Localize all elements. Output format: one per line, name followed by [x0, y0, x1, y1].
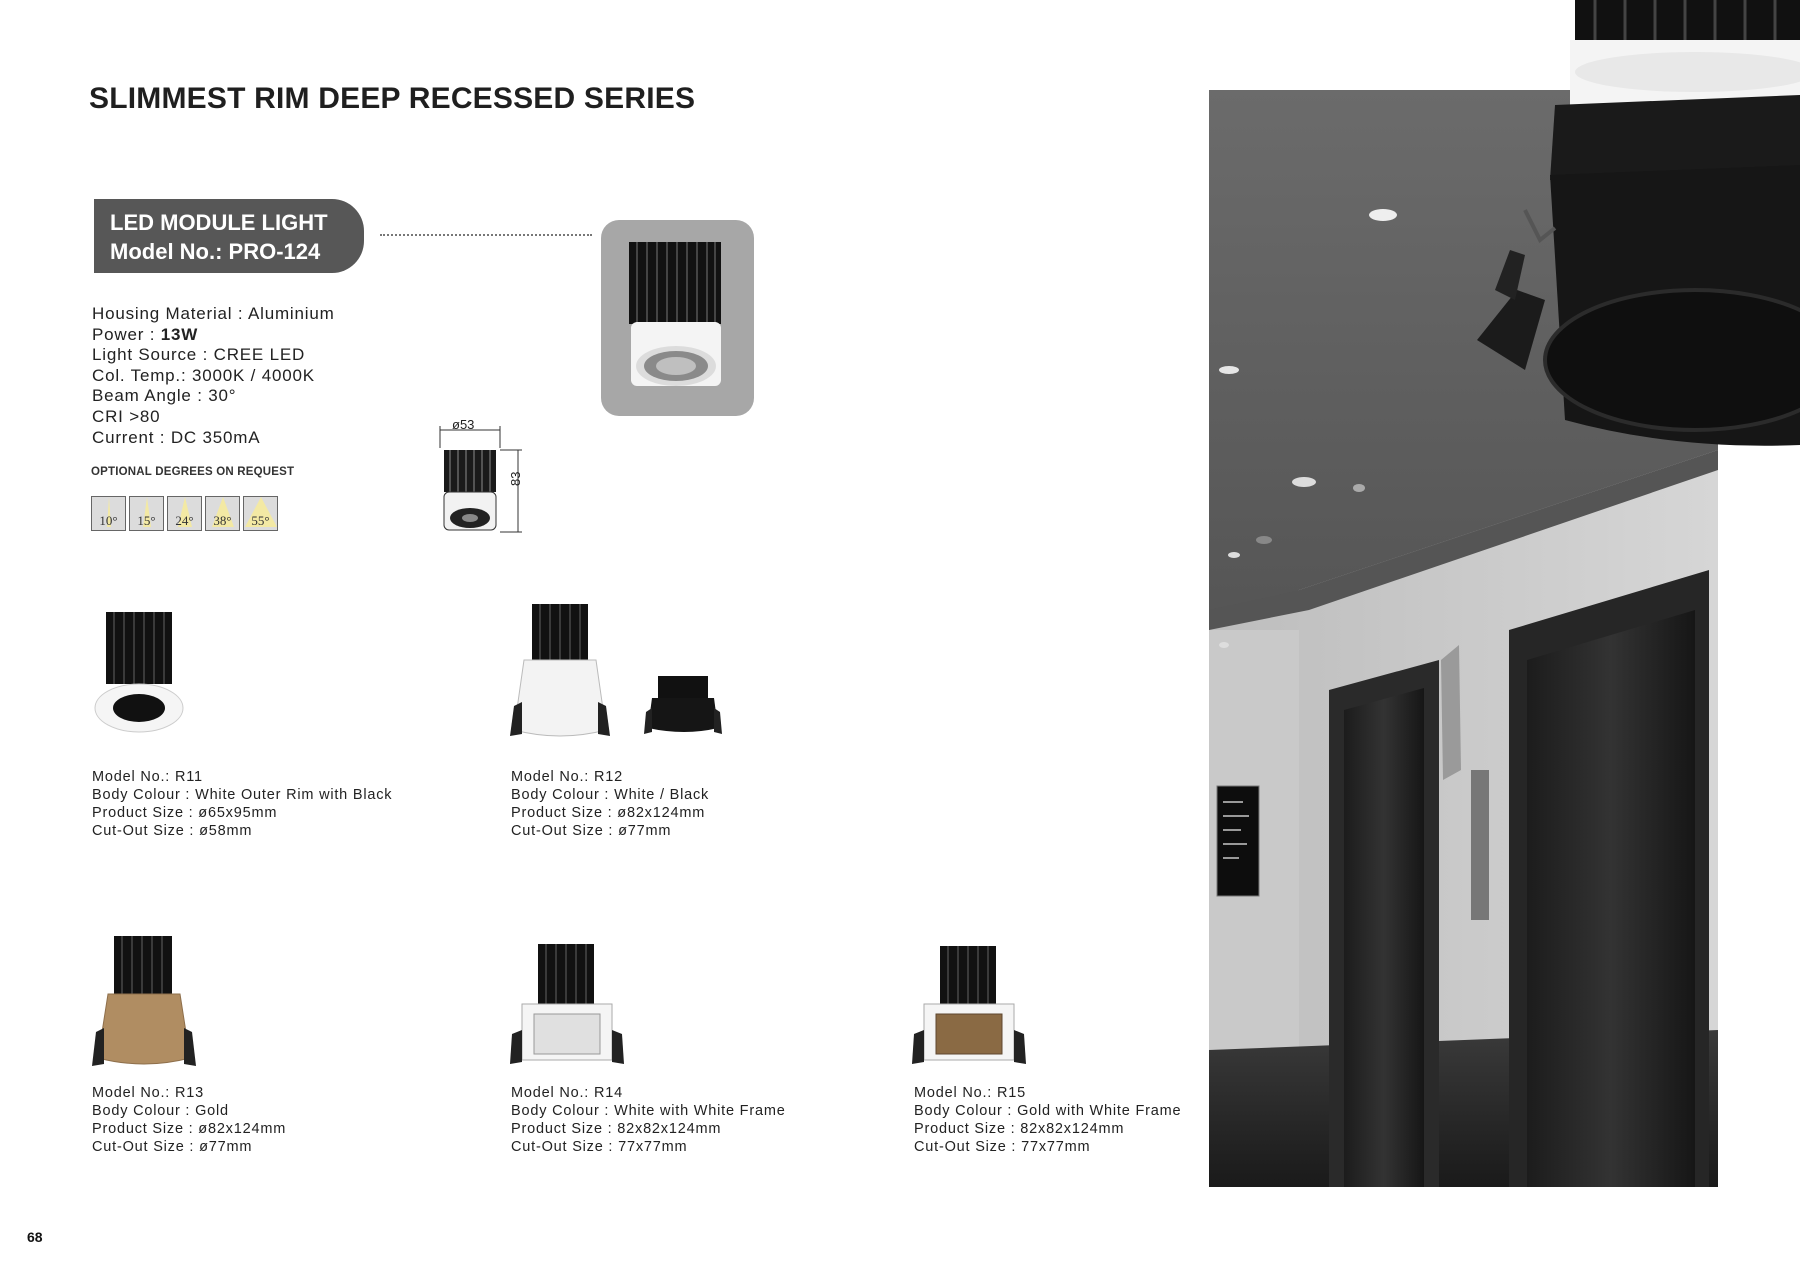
- product-model: Model No.: R15: [914, 1085, 1026, 1101]
- leader-dotted-line: [380, 234, 592, 236]
- optional-degrees-label: OPTIONAL DEGREES ON REQUEST: [91, 466, 295, 478]
- product-size: Product Size : ø65x95mm: [92, 805, 278, 821]
- product-model: Model No.: R14: [511, 1085, 623, 1101]
- module-product-card: [601, 220, 754, 416]
- module-badge: [94, 199, 364, 273]
- product-model: Model No.: R13: [92, 1085, 204, 1101]
- product-cutout: Cut-Out Size : 77x77mm: [511, 1139, 688, 1155]
- product-colour: Body Colour : White with White Frame: [511, 1103, 786, 1119]
- spec-power-value: 13W: [160, 324, 199, 344]
- product-r13-image: [92, 934, 196, 1068]
- page-title: SLIMMEST RIM DEEP RECESSED SERIES: [89, 82, 696, 115]
- product-cutout: Cut-Out Size : ø77mm: [92, 1139, 253, 1155]
- spec-housing: Housing Material : Aluminium: [92, 304, 335, 323]
- product-size: Product Size : 82x82x124mm: [914, 1121, 1125, 1137]
- product-colour: Body Colour : Gold with White Frame: [914, 1103, 1182, 1119]
- module-type-label: LED MODULE LIGHT: [110, 210, 328, 235]
- product-r12-image: [510, 602, 725, 738]
- spec-beam-angle: Beam Angle : 30°: [92, 386, 237, 406]
- beam-option-10: [91, 496, 126, 531]
- product-model: Model No.: R12: [511, 769, 623, 785]
- product-r12-info: [511, 768, 709, 840]
- product-size: Product Size : ø82x124mm: [92, 1121, 287, 1137]
- beam-option-24: [167, 496, 202, 531]
- hero-downlight-image: [1455, 0, 1800, 450]
- product-r11-info: [92, 768, 392, 840]
- product-r14-image: [510, 942, 626, 1068]
- spec-current: Current : DC 350mA: [92, 427, 261, 447]
- module-light-image: [601, 220, 754, 416]
- dimension-width-label: ø53: [452, 417, 475, 432]
- beam-option-label: 10°: [99, 513, 118, 528]
- product-r13-info: [92, 1084, 286, 1156]
- product-colour: Body Colour : White / Black: [511, 787, 710, 803]
- beam-option-15: [129, 496, 164, 531]
- product-cutout: Cut-Out Size : ø58mm: [92, 823, 253, 839]
- spec-power: [92, 325, 335, 346]
- beam-option-label: 15°: [137, 513, 156, 528]
- beam-option-55: [243, 496, 278, 531]
- dimension-height-label: 83: [508, 471, 523, 486]
- module-specs: [92, 304, 335, 448]
- product-colour: Body Colour : Gold: [92, 1103, 229, 1119]
- product-colour: Body Colour : White Outer Rim with Black: [92, 787, 393, 803]
- product-cutout: Cut-Out Size : 77x77mm: [914, 1139, 1091, 1155]
- spec-power-label: Power :: [92, 324, 161, 344]
- beam-degree-options: [91, 496, 278, 531]
- product-size: Product Size : 82x82x124mm: [511, 1121, 722, 1137]
- product-size: Product Size : ø82x124mm: [511, 805, 706, 821]
- product-r14-info: [511, 1084, 786, 1156]
- page-number: 68: [27, 1229, 43, 1245]
- spec-light-source: Light Source : CREE LED: [92, 345, 306, 365]
- product-r15-image: [912, 944, 1028, 1068]
- product-r15-info: [914, 1084, 1181, 1156]
- product-model: Model No.: R11: [92, 769, 203, 785]
- product-r11-image: [94, 608, 186, 736]
- beam-option-label: 55°: [251, 513, 270, 528]
- spec-cri: CRI >80: [92, 406, 161, 426]
- beam-option-38: [205, 496, 240, 531]
- beam-option-label: 24°: [175, 513, 194, 528]
- spec-col-temp: Col. Temp.: 3000K / 4000K: [92, 365, 315, 385]
- beam-option-label: 38°: [213, 513, 232, 528]
- module-model-label: Model No.: PRO-124: [110, 239, 321, 264]
- product-cutout: Cut-Out Size : ø77mm: [511, 823, 672, 839]
